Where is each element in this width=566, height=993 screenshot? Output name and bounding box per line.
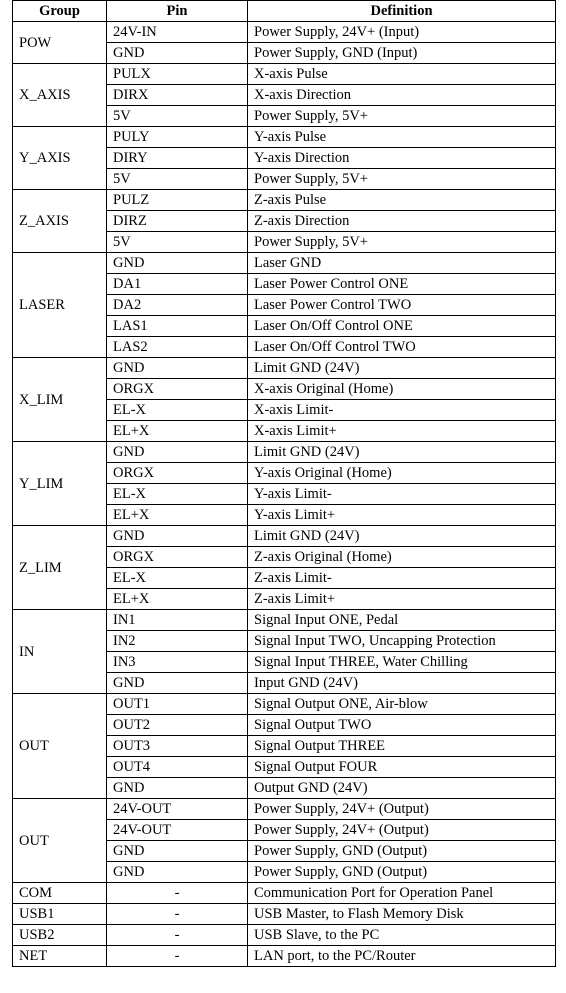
table-row: [13, 253, 556, 274]
group-cell: Y_LIM: [13, 442, 107, 526]
pin-cell: ORGX: [107, 463, 248, 484]
header-pin: Pin: [107, 1, 248, 22]
table-row: [13, 610, 556, 631]
table-row: [13, 799, 556, 820]
definition-cell: Laser GND: [248, 253, 556, 274]
definition-cell: Power Supply, GND (Output): [248, 862, 556, 883]
header-row: [13, 1, 556, 22]
pin-cell: DA2: [107, 295, 248, 316]
pin-cell: ORGX: [107, 379, 248, 400]
pin-cell: -: [107, 925, 248, 946]
pin-cell: DA1: [107, 274, 248, 295]
pin-cell: GND: [107, 358, 248, 379]
pin-cell: EL+X: [107, 505, 248, 526]
definition-cell: Power Supply, 24V+ (Output): [248, 799, 556, 820]
definition-cell: Z-axis Direction: [248, 211, 556, 232]
definition-cell: Laser On/Off Control ONE: [248, 316, 556, 337]
pin-cell: EL+X: [107, 421, 248, 442]
pin-cell: GND: [107, 778, 248, 799]
header-definition: Definition: [248, 1, 556, 22]
group-cell: Y_AXIS: [13, 127, 107, 190]
table-row: [13, 358, 556, 379]
group-cell: POW: [13, 22, 107, 64]
pin-cell: OUT3: [107, 736, 248, 757]
pin-cell: GND: [107, 673, 248, 694]
table-row: [13, 925, 556, 946]
definition-cell: Signal Output TWO: [248, 715, 556, 736]
pin-cell: -: [107, 904, 248, 925]
pin-cell: IN1: [107, 610, 248, 631]
definition-cell: Y-axis Direction: [248, 148, 556, 169]
definition-cell: Power Supply, 5V+: [248, 169, 556, 190]
table-row: [13, 442, 556, 463]
pin-cell: 5V: [107, 106, 248, 127]
group-cell: X_LIM: [13, 358, 107, 442]
definition-cell: Laser Power Control TWO: [248, 295, 556, 316]
pin-cell: GND: [107, 862, 248, 883]
table-row: [13, 883, 556, 904]
definition-cell: Z-axis Limit-: [248, 568, 556, 589]
definition-cell: LAN port, to the PC/Router: [248, 946, 556, 967]
group-cell: NET: [13, 946, 107, 967]
definition-cell: X-axis Original (Home): [248, 379, 556, 400]
definition-cell: Power Supply, 24V+ (Output): [248, 820, 556, 841]
group-cell: IN: [13, 610, 107, 694]
pin-cell: PULY: [107, 127, 248, 148]
definition-cell: Z-axis Pulse: [248, 190, 556, 211]
pin-cell: EL-X: [107, 484, 248, 505]
definition-cell: Laser Power Control ONE: [248, 274, 556, 295]
definition-cell: Power Supply, 24V+ (Input): [248, 22, 556, 43]
definition-cell: X-axis Limit+: [248, 421, 556, 442]
pin-cell: ORGX: [107, 547, 248, 568]
group-cell: LASER: [13, 253, 107, 358]
definition-cell: X-axis Pulse: [248, 64, 556, 85]
definition-cell: Y-axis Original (Home): [248, 463, 556, 484]
definition-cell: Output GND (24V): [248, 778, 556, 799]
pin-cell: 24V-OUT: [107, 820, 248, 841]
definition-cell: Communication Port for Operation Panel: [248, 883, 556, 904]
table-body: [13, 22, 556, 967]
definition-cell: Y-axis Pulse: [248, 127, 556, 148]
definition-cell: Input GND (24V): [248, 673, 556, 694]
group-cell: Z_AXIS: [13, 190, 107, 253]
definition-cell: Limit GND (24V): [248, 442, 556, 463]
definition-cell: Y-axis Limit+: [248, 505, 556, 526]
table-row: [13, 127, 556, 148]
pin-cell: OUT1: [107, 694, 248, 715]
group-cell: OUT: [13, 799, 107, 883]
group-cell: USB1: [13, 904, 107, 925]
definition-cell: Power Supply, 5V+: [248, 232, 556, 253]
definition-cell: Signal Output ONE, Air-blow: [248, 694, 556, 715]
header-group: Group: [13, 1, 107, 22]
table-header: [13, 1, 556, 22]
pin-cell: DIRX: [107, 85, 248, 106]
pin-cell: 24V-OUT: [107, 799, 248, 820]
group-cell: Z_LIM: [13, 526, 107, 610]
group-cell: X_AXIS: [13, 64, 107, 127]
pin-cell: OUT2: [107, 715, 248, 736]
pin-cell: -: [107, 883, 248, 904]
table-row: [13, 694, 556, 715]
pin-cell: 5V: [107, 169, 248, 190]
definition-cell: Power Supply, GND (Output): [248, 841, 556, 862]
table-row: [13, 22, 556, 43]
pin-cell: EL+X: [107, 589, 248, 610]
table-row: [13, 904, 556, 925]
definition-cell: USB Slave, to the PC: [248, 925, 556, 946]
pin-cell: GND: [107, 442, 248, 463]
group-cell: USB2: [13, 925, 107, 946]
pin-cell: LAS1: [107, 316, 248, 337]
table-row: [13, 190, 556, 211]
pin-cell: 5V: [107, 232, 248, 253]
definition-cell: Signal Input ONE, Pedal: [248, 610, 556, 631]
definition-cell: Limit GND (24V): [248, 358, 556, 379]
pin-cell: PULZ: [107, 190, 248, 211]
pin-definition-table: [12, 0, 556, 967]
pin-cell: IN2: [107, 631, 248, 652]
pin-cell: PULX: [107, 64, 248, 85]
definition-cell: Z-axis Original (Home): [248, 547, 556, 568]
pin-cell: DIRZ: [107, 211, 248, 232]
pin-cell: GND: [107, 253, 248, 274]
group-cell: COM: [13, 883, 107, 904]
definition-cell: Signal Output FOUR: [248, 757, 556, 778]
pin-cell: GND: [107, 43, 248, 64]
definition-cell: Limit GND (24V): [248, 526, 556, 547]
pin-cell: GND: [107, 526, 248, 547]
pin-cell: GND: [107, 841, 248, 862]
pin-cell: LAS2: [107, 337, 248, 358]
table-row: [13, 946, 556, 967]
definition-cell: USB Master, to Flash Memory Disk: [248, 904, 556, 925]
definition-cell: Y-axis Limit-: [248, 484, 556, 505]
pin-cell: -: [107, 946, 248, 967]
definition-cell: X-axis Limit-: [248, 400, 556, 421]
table-row: [13, 526, 556, 547]
pin-cell: 24V-IN: [107, 22, 248, 43]
pin-cell: EL-X: [107, 568, 248, 589]
table-row: [13, 64, 556, 85]
definition-cell: Z-axis Limit+: [248, 589, 556, 610]
definition-cell: Power Supply, 5V+: [248, 106, 556, 127]
definition-cell: Signal Input THREE, Water Chilling: [248, 652, 556, 673]
pin-cell: OUT4: [107, 757, 248, 778]
pin-cell: IN3: [107, 652, 248, 673]
group-cell: OUT: [13, 694, 107, 799]
definition-cell: Laser On/Off Control TWO: [248, 337, 556, 358]
definition-cell: Signal Input TWO, Uncapping Protection: [248, 631, 556, 652]
definition-cell: X-axis Direction: [248, 85, 556, 106]
definition-cell: Signal Output THREE: [248, 736, 556, 757]
pin-cell: EL-X: [107, 400, 248, 421]
definition-cell: Power Supply, GND (Input): [248, 43, 556, 64]
pin-cell: DIRY: [107, 148, 248, 169]
